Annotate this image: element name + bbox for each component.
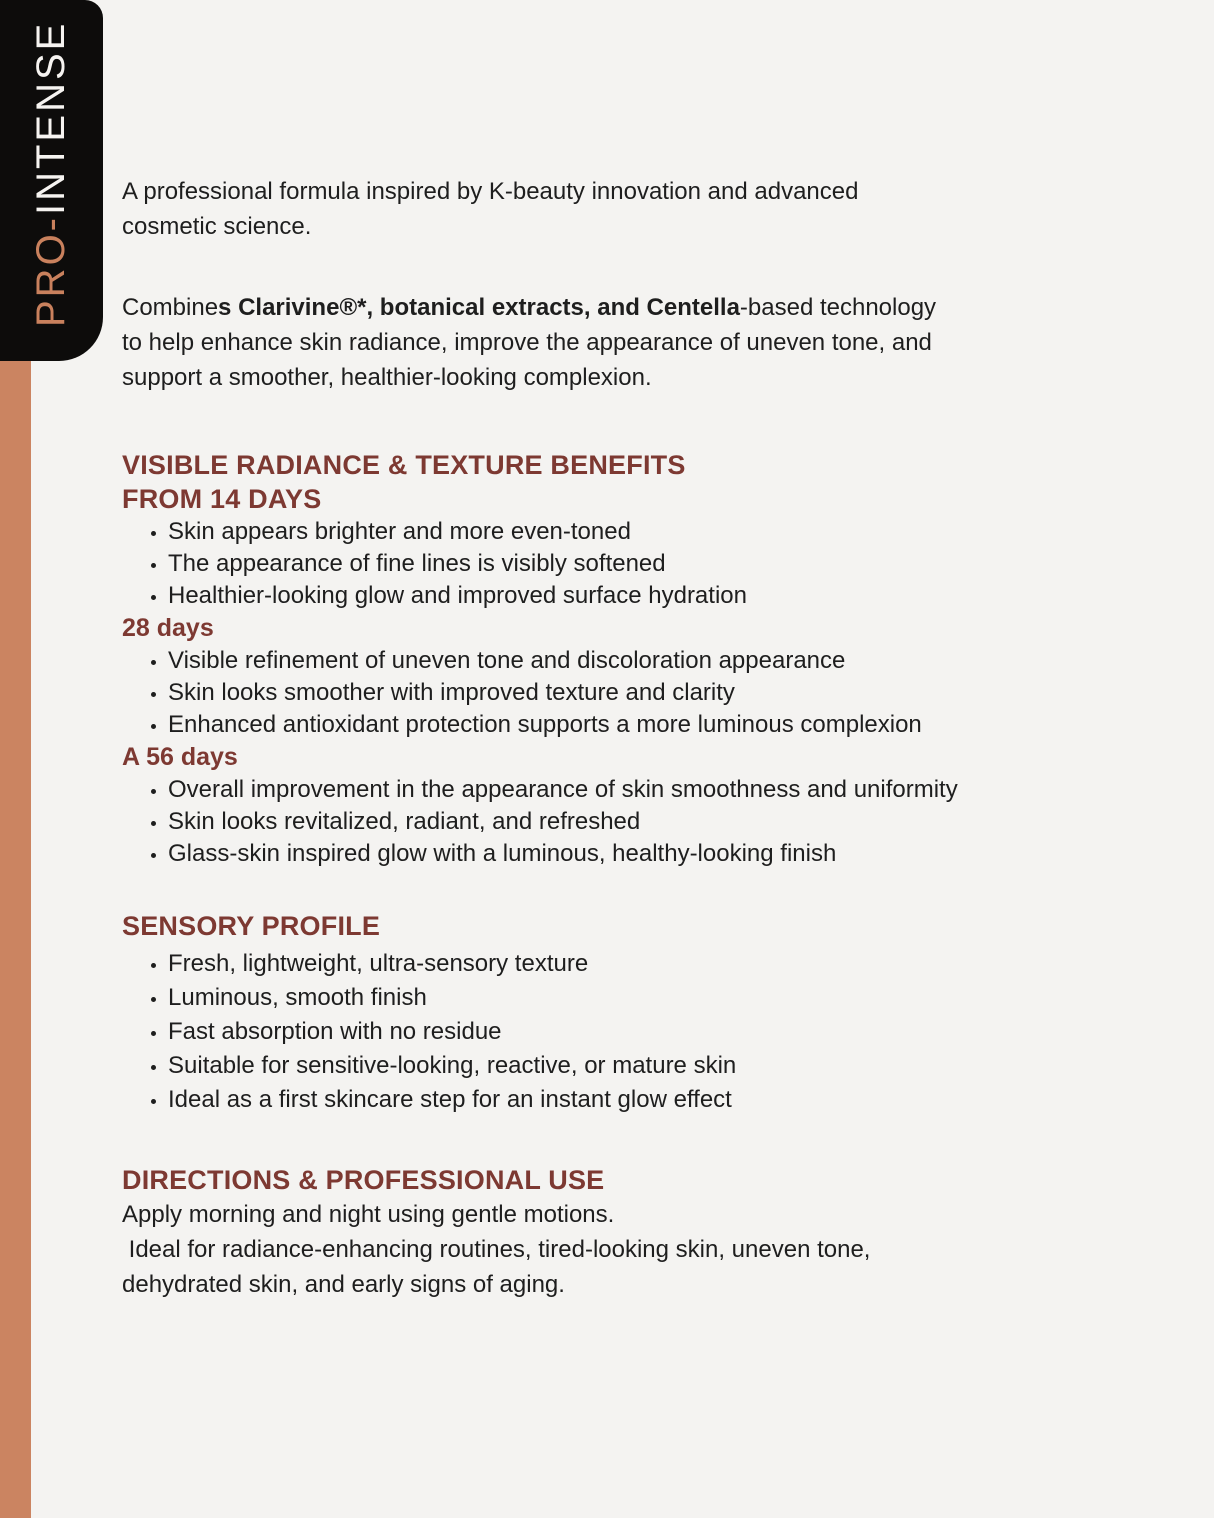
bullet-item: • Skin looks smoother with improved texture and clarity — [168, 677, 958, 709]
benefits-heading-line-2: FROM 14 DAYS — [122, 484, 322, 514]
bullet-item: • Enhanced antioxidant protection supports a more luminous complexion — [168, 709, 958, 741]
intro-paragraph-1 — [122, 174, 858, 244]
bullet-item: • The appearance of fine lines is visibly softened — [168, 548, 958, 580]
directions-text — [122, 1197, 870, 1302]
bold-text-segment: s Clarivine®*, botanical extracts, and Centella — [218, 294, 740, 321]
product-name-pro: PRO- — [29, 215, 73, 327]
sensory-profile-section — [122, 909, 736, 1117]
benefits-heading — [122, 448, 958, 516]
benefits-subheading-28-days: 28 days — [122, 614, 214, 642]
bullet-item: • Suitable for sensitive-looking, reactive, or mature skin — [168, 1049, 736, 1083]
text-segment: -based technology — [739, 294, 937, 321]
product-name-vertical — [0, 0, 103, 361]
bullet-item: • Fast absorption with no residue — [168, 1015, 736, 1049]
benefits-subheading-56-days: A 56 days — [122, 743, 238, 771]
bullet-item: • Visible refinement of uneven tone and discoloration appearance — [168, 645, 958, 677]
text-segment: to help enhance skin radiance, improve the appearance of uneven tone, and — [122, 329, 932, 356]
benefits-56-days-list — [122, 774, 958, 870]
bullet-item: • Ideal as a first skincare step for an instant glow effect — [168, 1083, 736, 1117]
directions-section — [122, 1163, 870, 1302]
sensory-profile-list — [122, 947, 736, 1117]
text-line — [122, 360, 936, 395]
benefits-heading-line-1: VISIBLE RADIANCE & TEXTURE BENEFITS — [122, 450, 686, 480]
text-line: Apply morning and night using gentle motions. — [122, 1201, 615, 1228]
bullet-item: • Skin appears brighter and more even-toned — [168, 516, 958, 548]
benefits-section — [122, 448, 958, 870]
benefits-14-days-list — [122, 516, 958, 612]
product-name-intense: INTENSE — [29, 20, 73, 215]
bullet-item: • Healthier-looking glow and improved surface hydration — [168, 580, 958, 612]
directions-heading: DIRECTIONS & PROFESSIONAL USE — [122, 1165, 605, 1195]
bullet-item: • Luminous, smooth finish — [168, 981, 736, 1015]
benefits-28-days-list — [122, 645, 958, 741]
text-line — [122, 325, 936, 360]
bullet-item: • Overall improvement in the appearance of skin smoothness and uniformity — [168, 774, 958, 806]
bullet-item: • Skin looks revitalized, radiant, and refreshed — [168, 806, 958, 838]
text-line: dehydrated skin, and early signs of aging. — [122, 1271, 565, 1298]
intro-paragraph-2 — [122, 290, 936, 395]
text-line: cosmetic science. — [122, 213, 312, 240]
text-line: Ideal for radiance-enhancing routines, tired-looking skin, uneven tone, — [122, 1236, 871, 1263]
product-banner — [0, 0, 103, 361]
text-segment: support a smoother, healthier-looking complexion. — [122, 364, 652, 391]
bullet-item: • Glass-skin inspired glow with a luminous, healthy-looking finish — [168, 838, 958, 870]
text-line — [122, 290, 936, 325]
left-accent-stripe — [0, 358, 31, 1518]
text-line: A professional formula inspired by K-beauty innovation and advanced — [122, 178, 859, 205]
sensory-profile-heading: SENSORY PROFILE — [122, 911, 381, 941]
text-segment: Combine — [122, 294, 219, 321]
bullet-item: • Fresh, lightweight, ultra-sensory texture — [168, 947, 736, 981]
